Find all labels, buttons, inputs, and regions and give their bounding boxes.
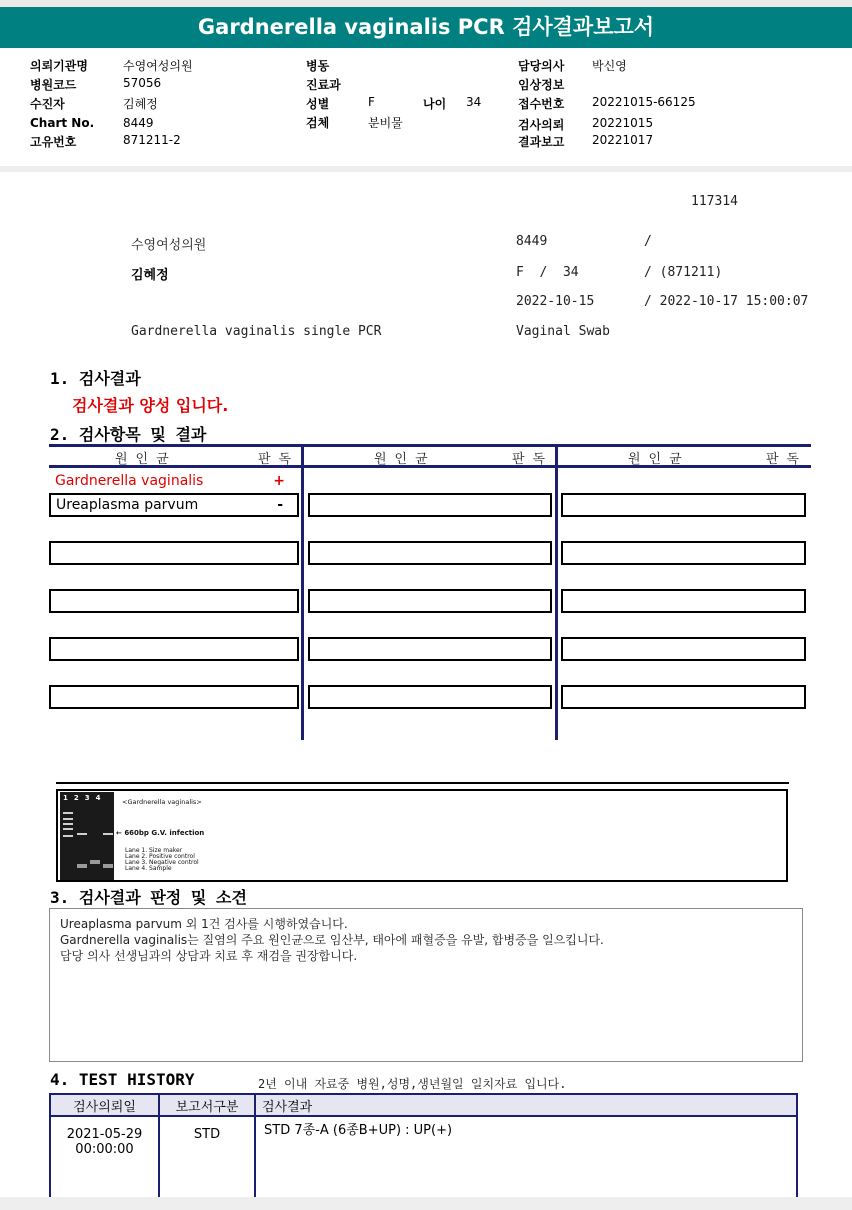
value-age: 34 (466, 95, 482, 109)
table-top-rule (49, 444, 811, 447)
label-receipt-no: 접수번호 (518, 97, 565, 111)
value-request-date: 20221015 (592, 116, 654, 130)
value-report-date: 20221017 (592, 133, 654, 147)
history-type: STD (159, 1116, 255, 1200)
label-specimen: 검체 (306, 116, 330, 130)
label-request-date: 검사의뢰 (518, 118, 565, 132)
table-divider (301, 444, 304, 740)
empty-result-box (561, 493, 806, 517)
header-result: 판독 (512, 452, 554, 467)
report-title: Gardnerella vaginalis PCR 검사결과보고서 (0, 7, 852, 48)
section2-heading: 2. 검사항목 및 결과 (50, 425, 207, 444)
positive-band (77, 833, 87, 835)
gel-band-label: 660bp G.V. infection (124, 829, 205, 837)
value-unique-no: 871211-2 (123, 133, 181, 147)
label-clinical-info: 임상정보 (518, 78, 565, 92)
value-sex: F (368, 95, 375, 109)
opinion-line: 담당 의사 선생님과의 상담과 치료 후 재검을 권장합니다. (60, 949, 358, 963)
value-receipt-no: 20221015-66125 (592, 95, 696, 109)
empty-result-box (308, 637, 552, 661)
label-age: 나이 (423, 97, 447, 111)
label-chart-no: Chart No. (30, 116, 95, 130)
ladder-band (63, 818, 73, 820)
summary-specimen: Vaginal Swab (516, 324, 610, 339)
gel-lane-label: 3 (84, 794, 96, 802)
history-result: STD 7종-A (6종B+UP) : UP(+) (255, 1116, 797, 1200)
summary-report-date: / 2022-10-17 15:00:07 (644, 294, 809, 309)
label-doctor: 담당의사 (518, 59, 565, 73)
gel-lane-label: 2 (73, 794, 85, 802)
header-pathogen: 원인균 (115, 452, 177, 467)
empty-result-box (49, 541, 299, 565)
value-hospital-code: 57056 (123, 76, 162, 90)
value-doctor: 박신영 (592, 59, 627, 73)
primer-band (90, 860, 100, 864)
gel-band-annotation (116, 829, 204, 837)
opinion-line: Gardnerella vaginalis는 질염의 주요 원인균으로 임산부, 태아에 패혈증을 유발, 합병증을 일으킵니다. (60, 933, 604, 947)
empty-result-box (308, 685, 552, 709)
summary-clinic: 수영여성의원 (131, 238, 207, 253)
label-patient: 수진자 (30, 97, 65, 111)
ladder-band (63, 812, 73, 814)
label-institution: 의뢰기관명 (30, 59, 88, 73)
result-summary: 검사결과 양성 입니다. (72, 396, 229, 415)
history-col-date: 검사의뢰일 (50, 1094, 159, 1116)
label-unique-no: 고유번호 (30, 135, 77, 149)
empty-result-box (49, 589, 299, 613)
primer-band (77, 864, 87, 868)
summary-birth: / (871211) (644, 265, 723, 280)
value-chart-no: 8449 (123, 116, 154, 130)
label-report-date: 결과보고 (518, 135, 565, 149)
empty-result-box (49, 637, 299, 661)
value-specimen: 분비물 (368, 116, 403, 130)
empty-result-box (49, 685, 299, 709)
history-date: 2021-05-29 (66, 1127, 143, 1142)
pathogen-row (49, 470, 299, 492)
summary-id: 117314 (691, 194, 738, 209)
gel-legend-item: Lane 3. Negative control (125, 859, 199, 866)
pathogen-name: Gardnerella vaginalis (55, 473, 204, 489)
summary-request-date: 2022-10-15 (516, 294, 595, 309)
ladder-band (63, 828, 73, 830)
summary-name: 김혜정 (131, 268, 169, 283)
gel-legend-item: Lane 2. Positive control (125, 853, 195, 860)
history-time: 00:00:00 (75, 1142, 134, 1157)
gel-legend (125, 848, 199, 872)
empty-result-box (561, 685, 806, 709)
value-institution: 수영여성의원 (123, 59, 193, 73)
label-ward: 병동 (306, 59, 330, 73)
sample-band (103, 833, 113, 835)
history-col-result: 검사결과 (255, 1094, 797, 1116)
summary-test-name: Gardnerella vaginalis single PCR (131, 324, 382, 339)
label-hospital-code: 병원코드 (30, 78, 77, 92)
top-border (0, 0, 852, 7)
pathogen-result: - (277, 497, 283, 513)
opinion-box (49, 908, 803, 1062)
pathogen-name: Ureaplasma parvum (56, 497, 199, 513)
footer-border (0, 1197, 852, 1210)
header-separator (0, 166, 852, 172)
empty-result-box (308, 589, 552, 613)
section4-heading: 4. TEST HISTORY (50, 1070, 195, 1089)
empty-result-box (308, 541, 552, 565)
section3-heading: 3. 검사결과 판정 및 소견 (50, 888, 247, 907)
history-note: 2년 이내 자료중 병원,성명,생년월일 일치자료 입니다. (258, 1077, 567, 1091)
gel-lane-numbers (63, 794, 107, 802)
section1-heading: 1. 검사결과 (50, 369, 141, 388)
header-pathogen: 원인균 (374, 452, 436, 467)
history-header-row (50, 1094, 797, 1116)
header-pathogen: 원인균 (628, 452, 690, 467)
pathogen-row (49, 493, 299, 517)
ladder-band (63, 835, 73, 837)
gel-lane-label: 1 (63, 794, 74, 802)
opinion-line: Ureaplasma parvum 외 1건 검사를 시행하였습니다. (60, 917, 348, 931)
label-department: 진료과 (306, 78, 341, 92)
summary-slash: / (644, 234, 652, 249)
header-result: 판독 (766, 452, 808, 467)
summary-sex-age: F / 34 (516, 265, 579, 280)
gel-lane-label: 4 (95, 794, 107, 802)
ladder-band (63, 823, 73, 825)
primer-band (103, 864, 113, 868)
history-col-type: 보고서구분 (159, 1094, 255, 1116)
empty-result-box (561, 589, 806, 613)
history-date-cell (50, 1116, 159, 1200)
arrow-left-icon: ← (116, 829, 122, 837)
empty-result-box (308, 493, 552, 517)
gel-title: <Gardnerella vaginalis> (122, 798, 202, 806)
label-sex: 성별 (306, 97, 330, 111)
table-divider (555, 444, 558, 740)
header-result: 판독 (258, 452, 300, 467)
history-table (49, 1093, 798, 1201)
gel-electrophoresis-image (60, 792, 114, 880)
history-row (50, 1116, 797, 1200)
gel-legend-item: Lane 1. Size maker (125, 847, 183, 854)
empty-result-box (561, 541, 806, 565)
pathogen-result: + (273, 473, 285, 489)
gel-top-rule (56, 782, 789, 784)
summary-chart: 8449 (516, 234, 548, 249)
empty-result-box (561, 637, 806, 661)
value-patient: 김혜정 (123, 97, 158, 111)
gel-legend-item: Lane 4. Sample (125, 865, 172, 872)
